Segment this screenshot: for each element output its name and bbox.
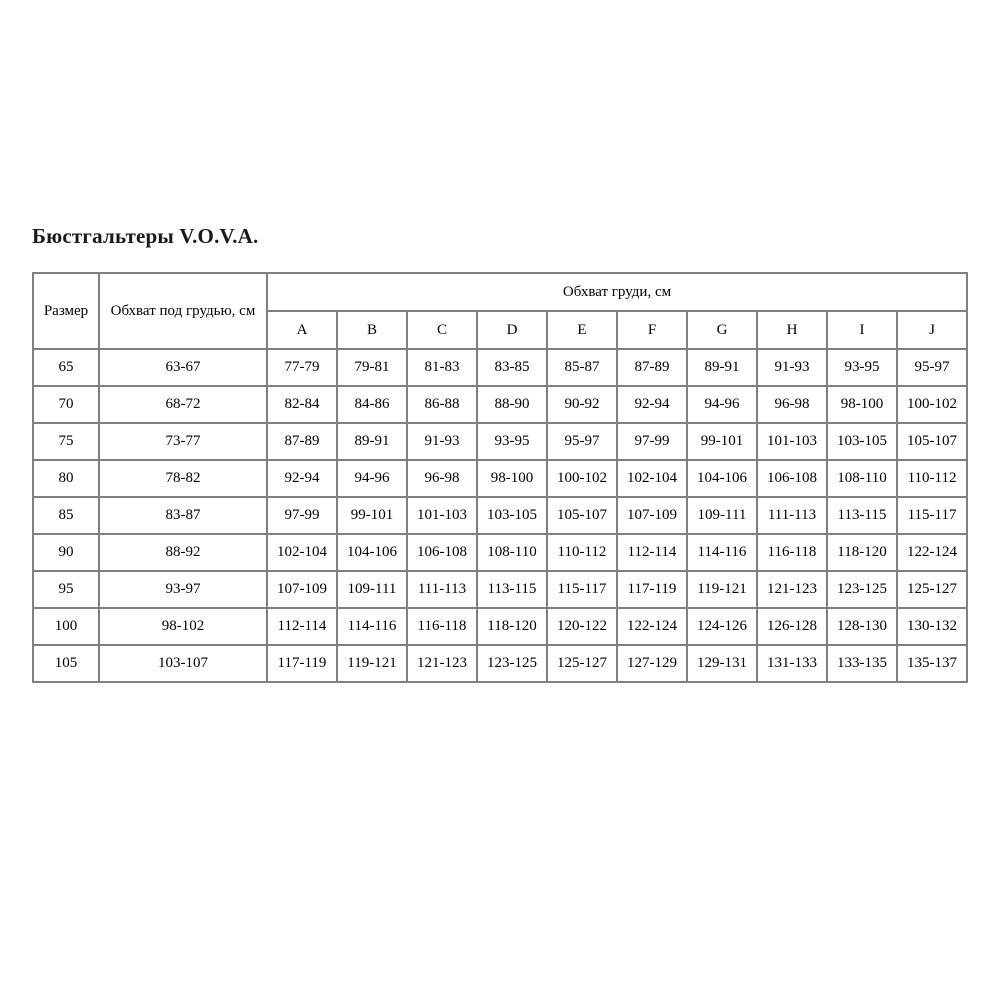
cup-cell: 89-91 xyxy=(687,349,757,386)
underbust-cell: 98-102 xyxy=(99,608,267,645)
cup-cell: 109-111 xyxy=(687,497,757,534)
cup-cell: 108-110 xyxy=(477,534,547,571)
cup-cell: 99-101 xyxy=(337,497,407,534)
cup-letter-header: I xyxy=(827,311,897,349)
header-row-top xyxy=(33,273,967,311)
cup-cell: 79-81 xyxy=(337,349,407,386)
cup-cell: 94-96 xyxy=(337,460,407,497)
cup-cell: 102-104 xyxy=(267,534,337,571)
underbust-cell: 63-67 xyxy=(99,349,267,386)
cup-cell: 103-105 xyxy=(827,423,897,460)
table-body xyxy=(33,349,967,682)
table-row xyxy=(33,460,967,497)
table-row xyxy=(33,534,967,571)
size-table xyxy=(32,272,968,683)
size-cell: 75 xyxy=(33,423,99,460)
cup-cell: 103-105 xyxy=(477,497,547,534)
cup-cell: 107-109 xyxy=(267,571,337,608)
underbust-cell: 73-77 xyxy=(99,423,267,460)
cup-cell: 93-95 xyxy=(477,423,547,460)
cup-letter-header: E xyxy=(547,311,617,349)
cup-letter-header: D xyxy=(477,311,547,349)
cup-cell: 126-128 xyxy=(757,608,827,645)
cup-letter-header: H xyxy=(757,311,827,349)
cup-cell: 100-102 xyxy=(547,460,617,497)
cup-cell: 119-121 xyxy=(687,571,757,608)
table-row xyxy=(33,571,967,608)
cup-cell: 106-108 xyxy=(757,460,827,497)
underbust-cell: 103-107 xyxy=(99,645,267,682)
cup-cell: 100-102 xyxy=(897,386,967,423)
cup-cell: 108-110 xyxy=(827,460,897,497)
cup-cell: 94-96 xyxy=(687,386,757,423)
cup-cell: 121-123 xyxy=(407,645,477,682)
size-cell: 90 xyxy=(33,534,99,571)
header-underbust: Обхват под грудью, см xyxy=(99,273,267,349)
cup-cell: 118-120 xyxy=(477,608,547,645)
cup-letter-header: J xyxy=(897,311,967,349)
cup-cell: 111-113 xyxy=(407,571,477,608)
cup-cell: 102-104 xyxy=(617,460,687,497)
cup-cell: 119-121 xyxy=(337,645,407,682)
size-cell: 80 xyxy=(33,460,99,497)
cup-cell: 130-132 xyxy=(897,608,967,645)
cup-cell: 89-91 xyxy=(337,423,407,460)
cup-cell: 109-111 xyxy=(337,571,407,608)
cup-cell: 96-98 xyxy=(757,386,827,423)
cup-cell: 81-83 xyxy=(407,349,477,386)
cup-cell: 104-106 xyxy=(337,534,407,571)
cup-cell: 110-112 xyxy=(897,460,967,497)
cup-cell: 107-109 xyxy=(617,497,687,534)
cup-cell: 95-97 xyxy=(897,349,967,386)
cup-cell: 101-103 xyxy=(407,497,477,534)
cup-cell: 114-116 xyxy=(337,608,407,645)
cup-cell: 113-115 xyxy=(827,497,897,534)
cup-cell: 97-99 xyxy=(617,423,687,460)
size-cell: 85 xyxy=(33,497,99,534)
table-row xyxy=(33,497,967,534)
cup-cell: 123-125 xyxy=(477,645,547,682)
cup-cell: 98-100 xyxy=(827,386,897,423)
cup-cell: 91-93 xyxy=(407,423,477,460)
cup-cell: 106-108 xyxy=(407,534,477,571)
cup-cell: 125-127 xyxy=(547,645,617,682)
underbust-cell: 78-82 xyxy=(99,460,267,497)
table-row xyxy=(33,645,967,682)
underbust-cell: 83-87 xyxy=(99,497,267,534)
cup-cell: 87-89 xyxy=(267,423,337,460)
size-cell: 105 xyxy=(33,645,99,682)
cup-cell: 92-94 xyxy=(267,460,337,497)
cup-cell: 96-98 xyxy=(407,460,477,497)
cup-cell: 125-127 xyxy=(897,571,967,608)
cup-cell: 101-103 xyxy=(757,423,827,460)
cup-letter-header: A xyxy=(267,311,337,349)
table-row xyxy=(33,608,967,645)
cup-cell: 121-123 xyxy=(757,571,827,608)
cup-cell: 91-93 xyxy=(757,349,827,386)
cup-cell: 113-115 xyxy=(477,571,547,608)
size-cell: 100 xyxy=(33,608,99,645)
cup-cell: 87-89 xyxy=(617,349,687,386)
page-title: Бюстгальтеры V.O.V.A. xyxy=(32,224,259,248)
cup-cell: 110-112 xyxy=(547,534,617,571)
table-row xyxy=(33,423,967,460)
table-row xyxy=(33,349,967,386)
cup-cell: 116-118 xyxy=(407,608,477,645)
cup-cell: 105-107 xyxy=(547,497,617,534)
cup-cell: 105-107 xyxy=(897,423,967,460)
size-cell: 65 xyxy=(33,349,99,386)
header-size: Размер xyxy=(33,273,99,349)
cup-cell: 85-87 xyxy=(547,349,617,386)
cup-cell: 123-125 xyxy=(827,571,897,608)
cup-cell: 117-119 xyxy=(267,645,337,682)
cup-cell: 127-129 xyxy=(617,645,687,682)
cup-cell: 95-97 xyxy=(547,423,617,460)
cup-cell: 98-100 xyxy=(477,460,547,497)
cup-cell: 122-124 xyxy=(897,534,967,571)
cup-cell: 99-101 xyxy=(687,423,757,460)
cup-cell: 92-94 xyxy=(617,386,687,423)
size-cell: 95 xyxy=(33,571,99,608)
cup-cell: 97-99 xyxy=(267,497,337,534)
cup-cell: 135-137 xyxy=(897,645,967,682)
cup-cell: 133-135 xyxy=(827,645,897,682)
cup-cell: 120-122 xyxy=(547,608,617,645)
cup-cell: 129-131 xyxy=(687,645,757,682)
underbust-cell: 88-92 xyxy=(99,534,267,571)
table-head xyxy=(33,273,967,349)
cup-cell: 84-86 xyxy=(337,386,407,423)
cup-cell: 90-92 xyxy=(547,386,617,423)
cup-cell: 86-88 xyxy=(407,386,477,423)
cup-letter-header: C xyxy=(407,311,477,349)
cup-cell: 111-113 xyxy=(757,497,827,534)
cup-cell: 82-84 xyxy=(267,386,337,423)
cup-letter-header: G xyxy=(687,311,757,349)
cup-cell: 83-85 xyxy=(477,349,547,386)
underbust-cell: 68-72 xyxy=(99,386,267,423)
cup-cell: 122-124 xyxy=(617,608,687,645)
cup-cell: 112-114 xyxy=(267,608,337,645)
cup-letter-header: F xyxy=(617,311,687,349)
cup-cell: 131-133 xyxy=(757,645,827,682)
underbust-cell: 93-97 xyxy=(99,571,267,608)
header-bust: Обхват груди, см xyxy=(267,273,967,311)
cup-cell: 115-117 xyxy=(547,571,617,608)
size-cell: 70 xyxy=(33,386,99,423)
cup-cell: 128-130 xyxy=(827,608,897,645)
cup-cell: 116-118 xyxy=(757,534,827,571)
cup-cell: 93-95 xyxy=(827,349,897,386)
cup-cell: 114-116 xyxy=(687,534,757,571)
cup-cell: 77-79 xyxy=(267,349,337,386)
cup-cell: 118-120 xyxy=(827,534,897,571)
cup-cell: 112-114 xyxy=(617,534,687,571)
cup-letter-header: B xyxy=(337,311,407,349)
cup-cell: 88-90 xyxy=(477,386,547,423)
cup-cell: 117-119 xyxy=(617,571,687,608)
cup-cell: 124-126 xyxy=(687,608,757,645)
table-row xyxy=(33,386,967,423)
cup-cell: 104-106 xyxy=(687,460,757,497)
cup-cell: 115-117 xyxy=(897,497,967,534)
